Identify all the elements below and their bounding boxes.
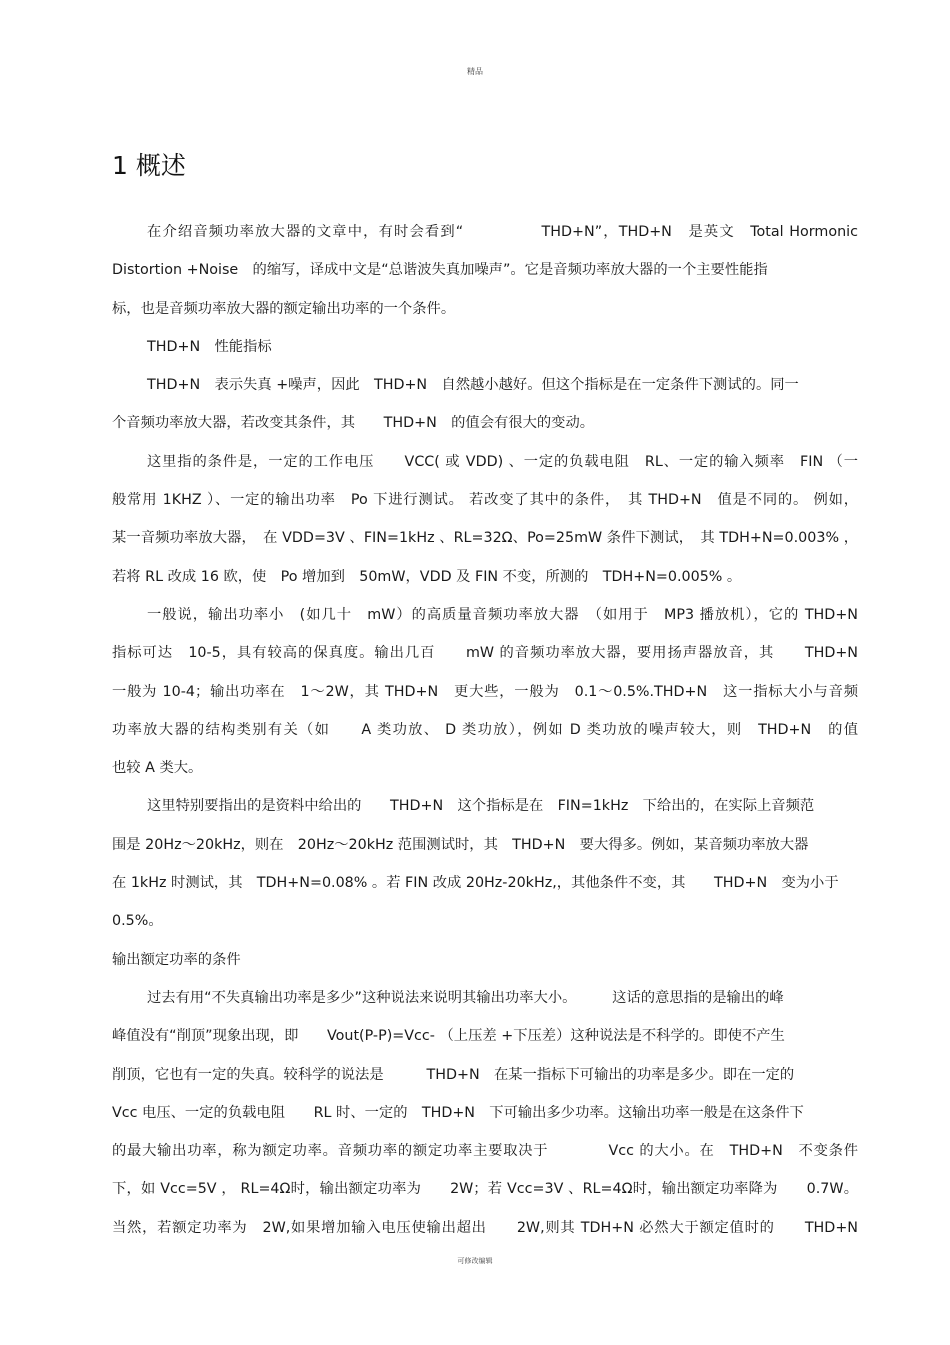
text-line: 若将 RL 改成 16 欧，使 Po 增加到 50mW，VDD 及 FIN 不变，所测的 TDH+N=0.005% 。 — [112, 568, 742, 585]
text-line: 过去有用“不失真输出功率是多少”这种说法来说明其输出功率大小。 这话的意思指的是输出的峰 — [147, 989, 784, 1006]
document-body — [112, 213, 858, 1247]
text-line: 峰值没有“削顶”现象出现，即 Vout(P-P)=Vcc- （上压差 +下压差）这种说法是不科学的。即使不产生 — [112, 1028, 785, 1045]
text-line: 个音频功率放大器，若改变其条件，其 THD+N 的值会有很大的变动。 — [112, 415, 595, 432]
text-line: 功率放大器的结构类别有关（如 A 类功放、 D 类功放），例如 D 类功放的噪声较大，则 THD+N 的值 — [112, 721, 858, 738]
text-line: 当然，若额定功率为 2W,如果增加输入电压使输出超出 2W,则其 TDH+N 必然大于额定值时的 THD+N — [112, 1219, 858, 1236]
text-line: 的最大输出功率，称为额定功率。音频功率的额定功率主要取决于 Vcc 的大小。在 THD+N 不变条件 — [112, 1143, 858, 1160]
text-line: 削顶，它也有一定的失真。较科学的说法是 THD+N 在某一指标下可输出的功率是多少。即在一定的 — [112, 1066, 795, 1083]
text-line: 一般为 10-4；输出功率在 1～2W，其 THD+N 更大些，一般为 0.1～0.5%.THD+N 这一指标大小与音频 — [112, 683, 858, 700]
text-line: 也较 A 类大。 — [112, 760, 203, 777]
text-line: 在 1kHz 时测试，其 TDH+N=0.08% 。若 FIN 改成 20Hz-20kHz,，其他条件不变，其 THD+N 变为小于 — [112, 875, 839, 892]
text-line: 0.5%。 — [112, 913, 163, 930]
text-line: 般常用 1KHZ ）、一定的输出功率 Po 下进行测试。 若改变了其中的条件， 其 THD+N 值是不同的。 例如， — [112, 492, 858, 509]
text-line: THD+N 性能指标 — [147, 338, 272, 355]
text-line: 输出额定功率的条件 — [112, 951, 241, 968]
text-line: 围是 20Hz～20kHz，则在 20Hz～20kHz 范围测试时，其 THD+N 要大得多。例如，某音频功率放大器 — [112, 836, 809, 853]
text-line: 某一音频功率放大器， 在 VDD=3V 、FIN=1kHz 、RL=32Ω、Po=25mW 条件下测试， 其 TDH+N=0.003% ， — [112, 530, 858, 547]
page-header: 精品 — [467, 67, 483, 76]
text-line: 在介绍音频功率放大器的文章中，有时会看到“ THD+N”，THD+N 是英文 Total Hormonic — [147, 224, 858, 240]
text-line: Vcc 电压、一定的负载电阻 RL 时、一定的 THD+N 下可输出多少功率。这输出功率一般是在这条件下 — [112, 1104, 804, 1121]
text-line: 标，也是音频功率放大器的额定输出功率的一个条件。 — [112, 300, 456, 317]
section-title: 1 概述 — [112, 151, 186, 180]
text-line: 下，如 Vcc=5V ， RL=4Ω时，输出额定功率为 2W；若 Vcc=3V 、RL=4Ω时，输出额定功率降为 0.7W。 — [112, 1181, 858, 1198]
text-line: 指标可达 10-5，具有较高的保真度。输出几百 mW 的音频功率放大器，要用扬声器放音，其 THD+N — [112, 645, 858, 662]
text-line: THD+N 表示失真 +噪声，因此 THD+N 自然越小越好。但这个指标是在一定条件下测试的。同一 — [147, 377, 799, 394]
text-line: 一般说，输出功率小 (如几十 mW）的高质量音频功率放大器 （如用于 MP3 播放机），它的 THD+N — [147, 606, 858, 623]
page-footer: 可修改编辑 — [457, 1257, 493, 1265]
text-line: Distortion +Noise 的缩写，译成中文是“总谐波失真加噪声”。它是音频功率放大器的一个主要性能指 — [112, 262, 768, 279]
text-line: 这里指的条件是，一定的工作电压 VCC( 或 VDD) 、一定的负载电阻 RL、一定的输入频率 FIN （一 — [147, 453, 858, 470]
text-line: 这里特别要指出的是资料中给出的 THD+N 这个指标是在 FIN=1kHz 下给出的，在实际上音频范 — [147, 798, 815, 815]
